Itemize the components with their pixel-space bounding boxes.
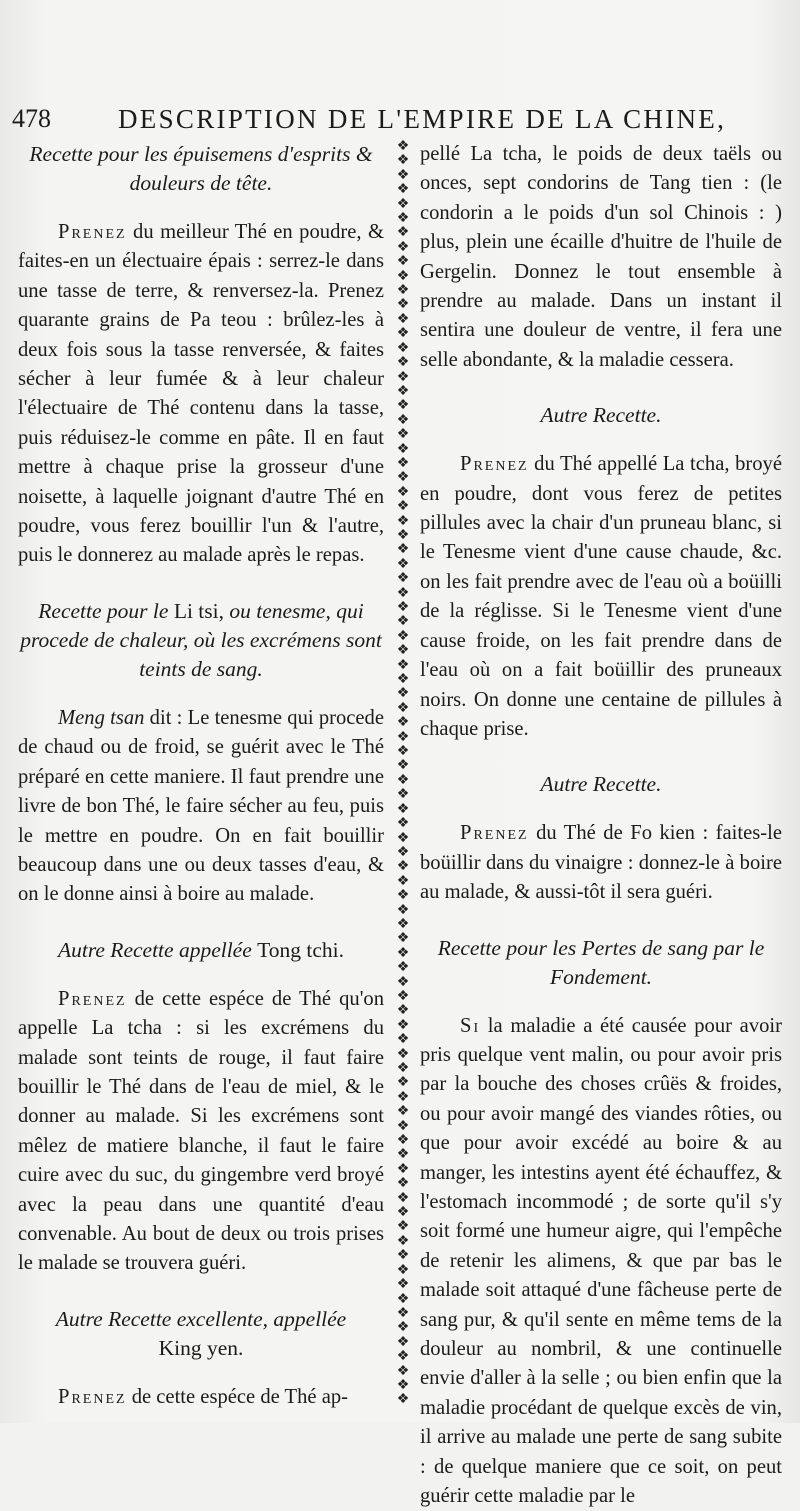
ornament-glyph: ❖ [396,729,410,745]
ornament-glyph: ❖ [396,902,410,918]
ornament-glyph: ❖ [396,643,410,659]
ornament-glyph: ❖ [396,1377,410,1393]
ornament-glyph: ❖ [396,974,410,990]
paragraph-prenez-2 [18,985,384,1279]
ornament-glyph: ❖ [396,1277,410,1293]
ornament-glyph: ❖ [396,527,410,543]
right-column [420,140,782,1511]
ornament-glyph: ❖ [396,1305,410,1321]
ornament-glyph: ❖ [396,1147,410,1163]
ornament-glyph: ❖ [396,715,410,731]
ornament-glyph: ❖ [396,1205,410,1221]
ornament-glyph: ❖ [396,700,410,716]
ornament-glyph: ❖ [396,369,410,385]
paragraph-text: de cette espéce de Thé ap- [126,1385,349,1408]
paragraph-text: la maladie a été causée pour avoir pris quelque vent malin, ou pour avoir pris par la bouche des choses crûës & froides, ou pour avoir mangé des viandes rôties, ou que pour avoir excédé au boire & au manger, les intestins ayent été échauffez, & l'estomach incommodé ; de sorte qu'il s'y soit formé une humeur aigre, qui l'empêche de retenir les alimens, & que par bas le malade soit attaqué d'une fâcheuse perte de sang pur, & qu'il sente en même tems de la douleur au nombril, & une continuelle envie d'aller à la selle ; ou bien enfin que la maladie procédant de quelque excès de vin, il arrive au malade une perte de sang subite : de quelque maniere que ce soit, on peut guérir cette maladie par le [420,1014,782,1508]
ornament-glyph: ❖ [396,916,410,932]
ornament-glyph: ❖ [396,1320,410,1336]
ornament-glyph: ❖ [396,1233,410,1249]
ornament-glyph: ❖ [396,484,410,500]
paragraph-si-la-maladie [420,1012,782,1511]
paragraph-text: dit : Le tenesme qui procede de chaud ou de froid, se guérit avec le Thé préparé en cette maniere. Il faut prendre une livre de bon Thé, le faire sécher au feu, puis le mettre en poudre. On en fait bouillir beaucoup dans une ou deux tasses d'eau, & on le donne ainsi à boire au malade. [18,706,384,906]
ornament-glyph: ❖ [396,140,410,154]
drop-word: Prenez [58,987,127,1010]
ornamental-column-divider [393,140,413,1418]
ornament-glyph: ❖ [396,888,410,904]
ornament-glyph: ❖ [396,283,410,299]
ornament-glyph: ❖ [396,931,410,947]
ornament-glyph: ❖ [396,571,410,587]
ornament-glyph: ❖ [396,657,410,673]
ornament-glyph: ❖ [396,542,410,558]
ornament-glyph: ❖ [396,873,410,889]
ornament-glyph: ❖ [396,1118,410,1134]
ornament-glyph: ❖ [396,211,410,227]
page-number: 478 [12,104,51,133]
ornament-glyph: ❖ [396,1017,410,1033]
ornament-glyph: ❖ [396,801,410,817]
ornament-glyph: ❖ [396,859,410,875]
ornament-glyph: ❖ [396,441,410,457]
ornament-glyph: ❖ [396,513,410,529]
paragraph-prenez-4 [420,450,782,744]
ornament-glyph: ❖ [396,1075,410,1091]
ornament-glyph: ❖ [396,758,410,774]
paragraph-continuation: pellé La tcha, le poids de deux taëls ou onces, sept condorins de Tang tien : (le condorin a le poids d'un sol Chinois : ) plus, plein une écaille d'huitre de l'huile de Gergelin. Donnez le tout ensemble à prendre au malade. Dans un instant il sentira une douleur de ventre, il fera une selle abondante, & la maladie cessera. [420,143,782,371]
drop-word: Si [460,1014,481,1037]
ornament-glyph: ❖ [396,239,410,255]
paragraph-prenez-1 [18,218,384,571]
ornament-glyph: ❖ [396,340,410,356]
ornament-glyph: ❖ [396,412,410,428]
ornament-glyph: ❖ [396,268,410,284]
ornament-glyph: ❖ [396,182,410,198]
heading-part: Autre Recette excellente, appellée [55,1306,347,1331]
ornament-glyph: ❖ [396,398,410,414]
ornament-glyph: ❖ [396,1061,410,1076]
drop-word: Prenez [460,822,529,845]
ornament-glyph: ❖ [396,1003,410,1019]
ornament-glyph: ❖ [396,455,410,471]
ornament-glyph: ❖ [396,1248,410,1264]
ornament-glyph: ❖ [396,167,410,183]
paragraph-text: de cette espéce de Thé qu'on appelle La tcha : si les excrémens du malade sont teints de rouge, il faut faire bouillir le Thé dans de l'eau de miel, & le donner au malade. Si les excrémens sont mêlez de matiere blanche, il faut le faire cuire avec du suc, du gingembre verd broyé avec la peau dans une quantité d'eau convenable. Au bout de deux ou trois prises le malade se trouvera guéri. [18,987,384,1275]
ornament-glyph: ❖ [396,672,410,688]
ornament-glyph: ❖ [396,470,410,486]
heading-king-yen [18,1305,384,1363]
ornament-glyph: ❖ [396,1392,410,1408]
drop-word: Prenez [58,1385,127,1408]
ornament-glyph: ❖ [396,1046,410,1062]
paragraph-text: du Thé appellé La tcha, broyé en poudre, dont vous ferez de petites pillules avec la chair d'un pruneau blanc, si le Tenesme vient d'une cause chaude, &c. on les fait prendre avec de l'eau où a boüilli de la réglisse. Si le Tenesme vient d'une cause froide, on les fait prendre dans de l'eau où on a fait boüillir des pruneaux noirs. On donne une centaine de pillules à chaque prise. [420,453,782,740]
heading-term: Li tsi, [173,598,224,623]
ornament-glyph: ❖ [396,787,410,803]
ornament-glyph: ❖ [396,844,410,860]
heading-recette-li-tsi [18,597,384,684]
heading-tong-tchi [18,936,384,965]
author-name: Meng tsan [58,706,145,729]
paragraph-text: du meilleur Thé en poudre, & faites-en un électuaire épais : serrez-le dans une tasse de terre, & renversez-la. Prenez quarante grains de Pa teou : brûlez-les à deux fois sous la tasse renversée, & faites sécher à leur fumée & à leur chaleur l'électuaire de Thé contenu dans la tasse, puis réduisez-le comme en pâte. Il en faut mettre à chaque prise la grosseur d'une noisette, à laquelle joignant d'autre Thé en poudre, vous ferez bouillir l'un & l'autre, puis le donnerez au malade après le repas. [18,221,384,567]
heading-term: Tong tchi. [257,937,345,962]
ornament-glyph: ❖ [396,686,410,702]
ornament-glyph: ❖ [396,1190,410,1206]
heading-autre-recette-1: Autre Recette. [540,403,662,428]
ornament-glyph: ❖ [396,383,410,399]
ornament-glyph: ❖ [396,772,410,788]
ornament-glyph: ❖ [396,556,410,572]
ornament-glyph: ❖ [396,830,410,846]
ornament-glyph: ❖ [396,960,410,976]
paragraph-prenez-5 [420,819,782,907]
ornament-glyph: ❖ [396,1363,410,1379]
ornament-glyph: ❖ [396,988,410,1004]
paragraph-text: du Thé de Fo kien : faites-le boüillir dans du vinaigre : donnez-le à boire au malade, & aussi-tôt il sera guéri. [420,822,782,904]
heading-part: Recette pour le [38,598,174,623]
ornament-glyph: ❖ [396,225,410,241]
running-title: DESCRIPTION DE L'EMPIRE DE LA CHINE, [118,104,727,134]
ornament-glyph: ❖ [396,614,410,630]
ornament-glyph: ❖ [396,1291,410,1307]
heading-term: King yen. [158,1335,244,1360]
ornament-glyph: ❖ [396,297,410,313]
heading-autre-recette-2: Autre Recette. [540,772,662,797]
drop-word: Prenez [58,221,127,243]
ornament-glyph: ❖ [396,744,410,760]
ornament-glyph: ❖ [396,1089,410,1105]
heading-pertes-de-sang: Recette pour les Pertes de sang par le Fondement. [437,935,765,989]
ornament-glyph: ❖ [396,1334,410,1350]
ornament-glyph: ❖ [396,311,410,327]
heading-part: Autre Recette appellée [57,937,258,962]
ornament-glyph: ❖ [396,427,410,443]
ornament-glyph: ❖ [396,1219,410,1235]
ornament-glyph: ❖ [396,355,410,371]
drop-word: Prenez [460,453,529,476]
ornament-glyph: ❖ [396,816,410,832]
paragraph-prenez-3 [18,1383,384,1412]
ornament-glyph: ❖ [396,1161,410,1177]
ornament-glyph: ❖ [396,1349,410,1365]
ornament-glyph: ❖ [396,326,410,342]
heading-recette-epuisemens: Recette pour les épuisemens d'esprits & douleurs de tête. [29,142,373,195]
ornament-glyph: ❖ [396,1262,410,1278]
ornament-glyph: ❖ [396,153,410,169]
ornament-glyph: ❖ [396,1176,410,1192]
ornament-glyph: ❖ [396,585,410,601]
left-column [18,140,384,1412]
ornament-glyph: ❖ [396,196,410,212]
ornament-glyph: ❖ [396,628,410,644]
ornament-glyph: ❖ [396,1032,410,1048]
ornament-glyph: ❖ [396,254,410,270]
ornament-glyph: ❖ [396,1104,410,1120]
ornament-glyph: ❖ [396,1133,410,1149]
ornament-glyph: ❖ [396,600,410,615]
ornament-glyph: ❖ [396,499,410,515]
paragraph-meng-tsan [18,704,384,910]
heading-part: ou tenesme, qui procede de chaleur, où les excrémens sont teints de sang. [20,598,382,681]
ornament-glyph: ❖ [396,945,410,961]
